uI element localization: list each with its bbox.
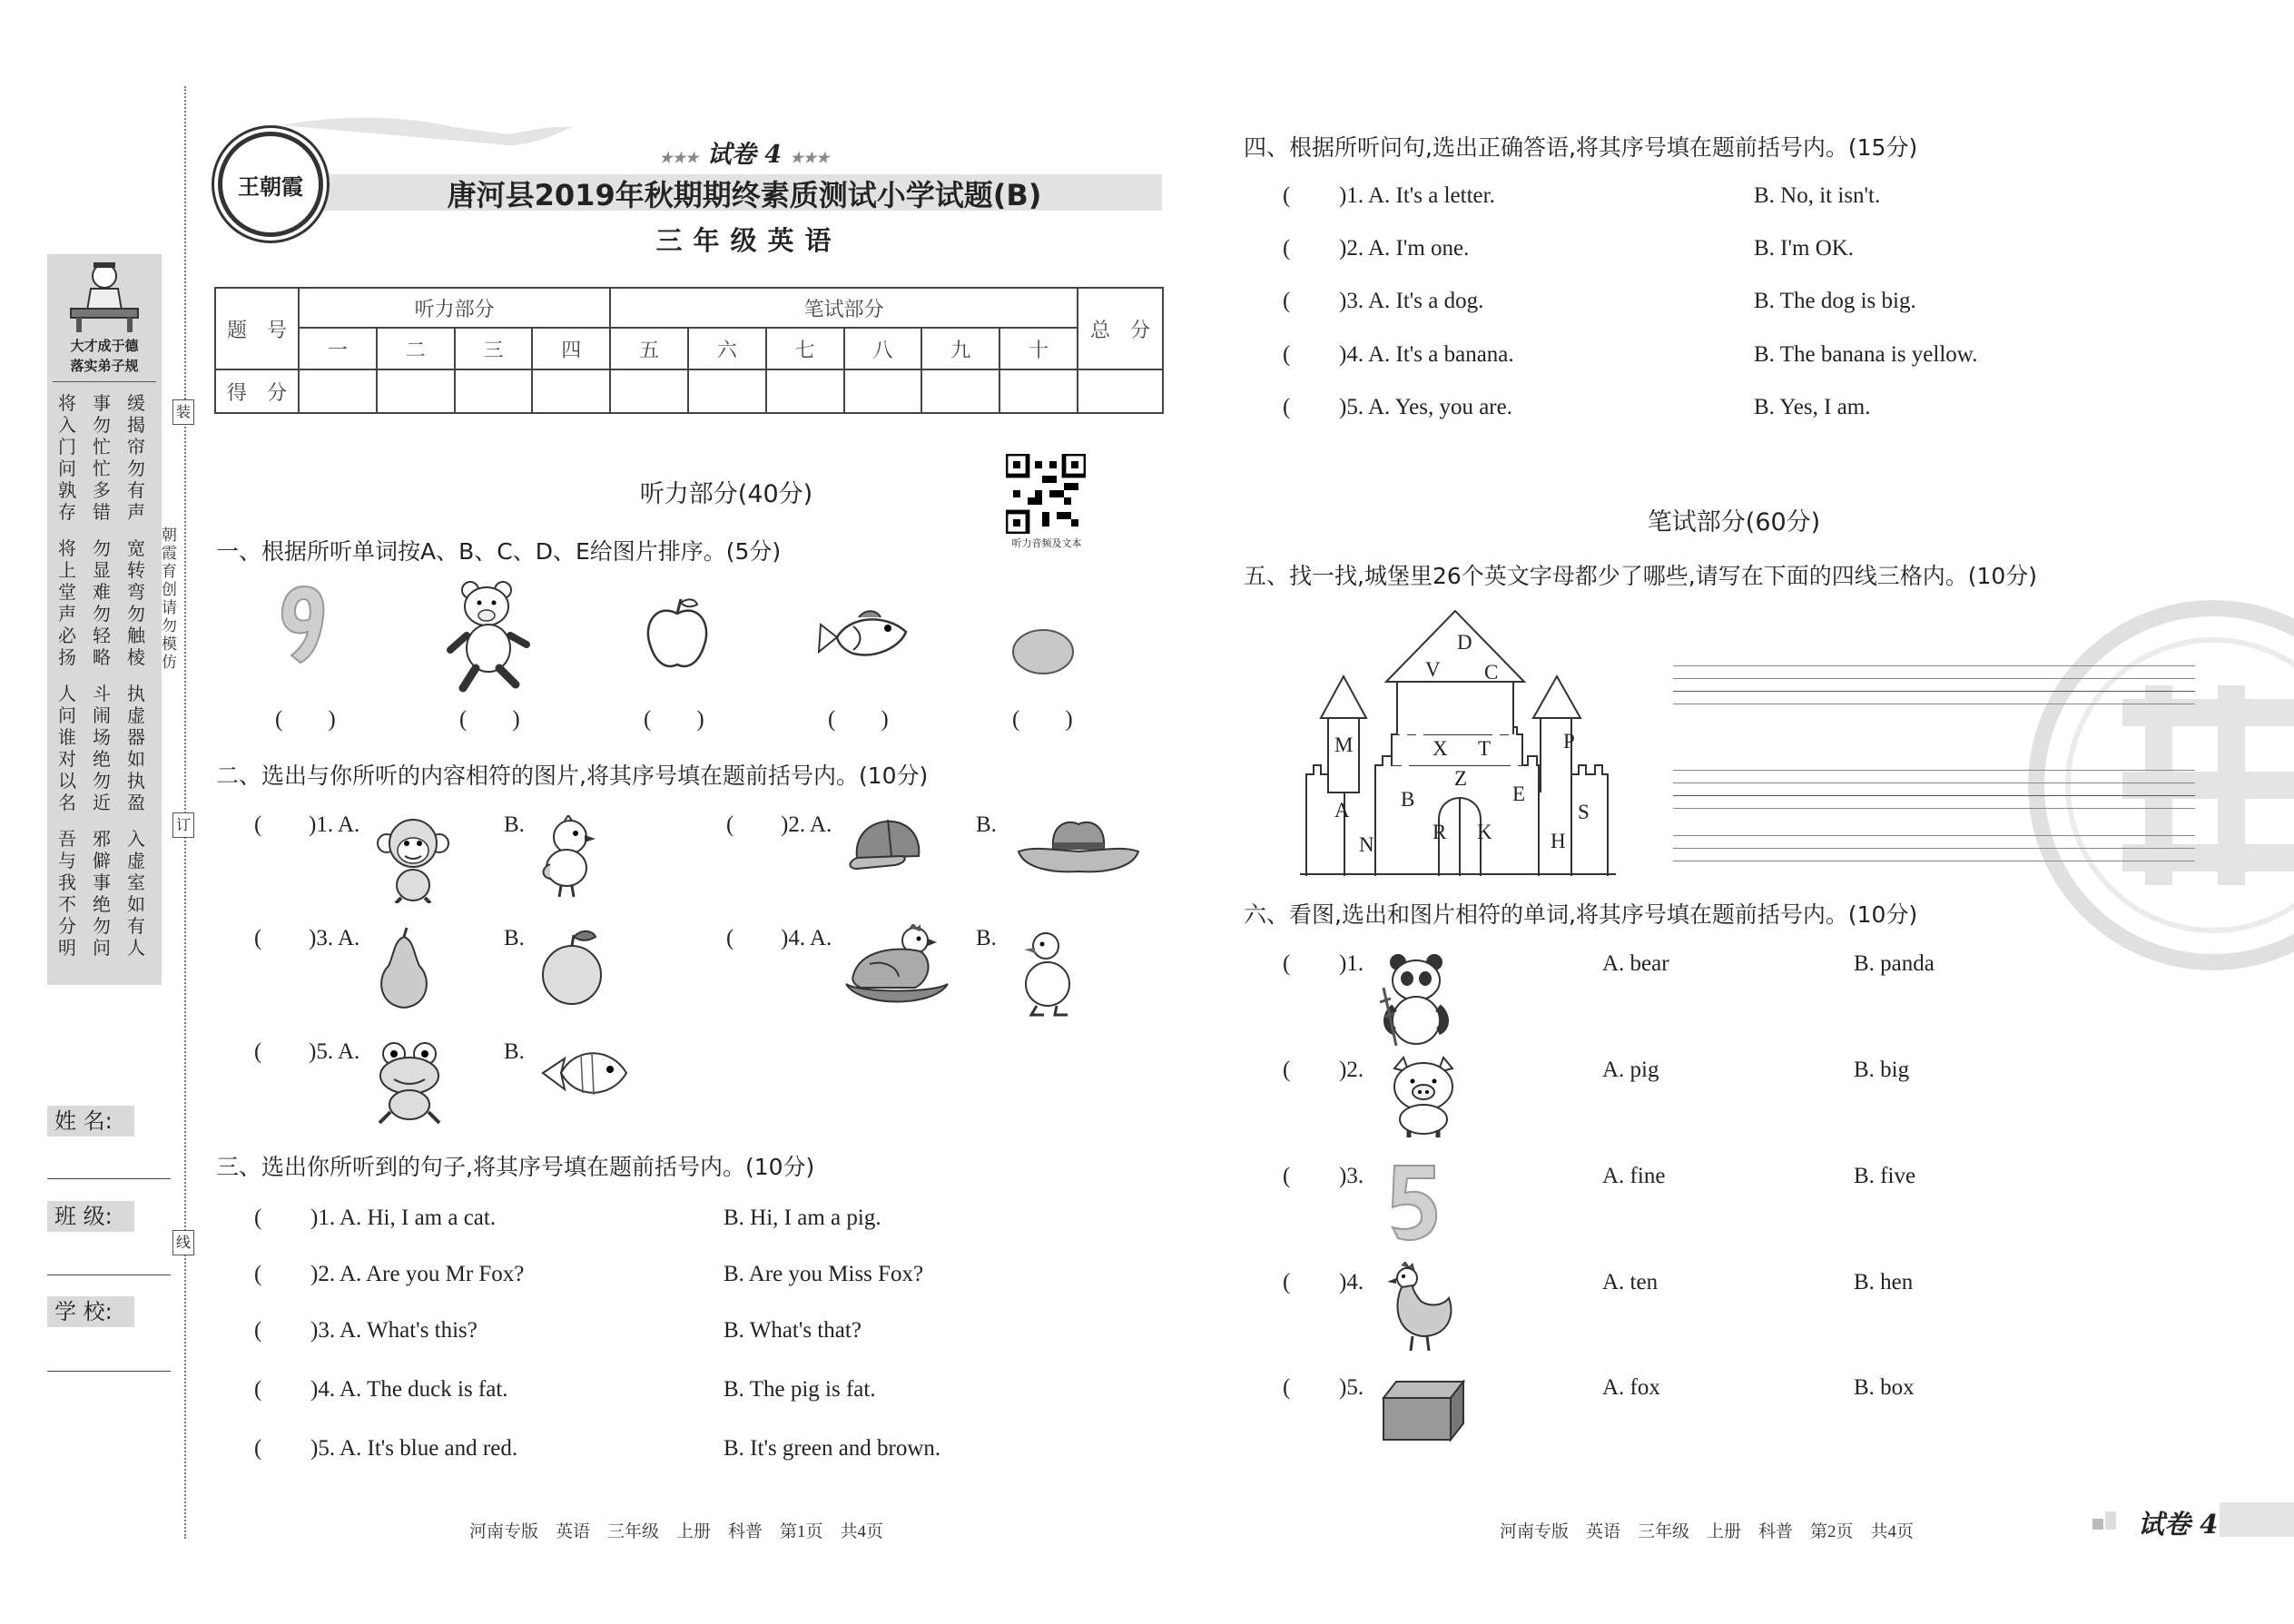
score-num: 六 [688,328,766,369]
brand-logo [218,132,323,237]
q6-item-5-b: B. box [1854,1375,1915,1400]
footer-badge [2092,1502,2294,1539]
score-cell[interactable] [999,369,1078,413]
q5-title: 五、找一找,城堡里26个英文字母都少了哪些,请写在下面的四线三格内。(10分) [1244,563,2038,589]
dizigui-column: 宽转弯勿触棱 [127,537,145,668]
q4-paren-1[interactable]: ( [1283,183,1291,208]
q3-item-2-a: )2. A. Are you Mr Fox? [310,1262,525,1286]
q4-item-2-a: )2. A. I'm one. [1339,236,1470,261]
q6-item-5-num: )5. [1339,1375,1364,1400]
q3-item-4-a: )4. A. The duck is fat. [310,1377,508,1402]
castle-letter: H [1551,830,1566,852]
score-num: 五 [610,328,688,369]
hen-on-nest-icon [842,924,951,1013]
q6-item-5-a: A. fox [1602,1375,1660,1400]
paper-label-text: 试卷 4 [706,141,783,169]
q6-item-4-b: B. hen [1854,1270,1914,1294]
dizigui-column: 斗闹场绝勿近 [93,683,111,813]
q6-item-4-num: )4. [1339,1270,1364,1294]
score-group-write: 笔试部分 [610,288,1078,328]
monkey-icon [374,812,452,903]
q4-paren-2[interactable]: ( [1283,236,1291,261]
q4-item-1-b: B. No, it isn't. [1754,183,1881,208]
orange-icon [539,928,605,1009]
castle-letter: K [1477,821,1492,843]
writing-guide-line [1673,678,2195,679]
q3-paren-4[interactable]: ( [254,1377,262,1402]
score-num: 三 [455,328,533,369]
castle-letter: Z [1454,767,1468,790]
number-five-icon [1385,1162,1442,1244]
paper-label: ★★★ 试卷 4 ★★★ [659,141,830,169]
name-field[interactable] [47,1178,171,1179]
q3-item-2-b: B. Are you Miss Fox? [724,1262,924,1286]
q4-item-3-a: )3. A. It's a dog. [1339,289,1484,313]
q3-title: 三、选出你所听到的句子,将其序号填在题前括号内。(10分) [216,1154,815,1180]
dizigui-text [54,392,156,973]
writing-guide-line [1673,665,2195,666]
q4-paren-3[interactable]: ( [1283,289,1291,313]
q2-item-3-num: )3. A. [309,926,360,950]
q2-paren-4[interactable]: ( [726,926,734,950]
writing-guide-line [1673,691,2195,692]
castle-letter: B [1401,788,1415,811]
dizigui-column: 入虚室如有人 [127,828,145,959]
fish-icon [813,606,913,670]
q6-item-1-num: )1. [1339,951,1364,976]
q6-paren-1[interactable]: ( [1283,951,1291,976]
cap-icon [844,812,935,878]
q3-item-1-b: B. Hi, I am a pig. [724,1206,881,1230]
q1-blank-3[interactable]: ( ) [644,707,704,732]
writing-heading: 笔试部分(60分) [1647,508,1821,536]
q2-paren-1[interactable]: ( [254,812,262,837]
score-num: 八 [844,328,922,369]
q2-item-4-num: )4. A. [781,926,832,950]
castle-letter: S [1578,801,1590,823]
fish-outline-icon [539,1042,630,1106]
score-num: 四 [532,328,610,369]
q2-item-2-b: B. [976,812,997,837]
q3-paren-3[interactable]: ( [254,1318,262,1343]
q3-item-3-a: )3. A. What's this? [310,1318,478,1343]
number-nine-icon [277,581,331,668]
q4-paren-4[interactable]: ( [1283,342,1291,367]
watermark-seal [2023,595,2294,976]
score-cell[interactable] [377,369,455,413]
dizigui-column: 事勿忙忙多错 [93,392,111,523]
score-cell[interactable] [921,369,999,413]
q2-paren-5[interactable]: ( [254,1039,262,1064]
qr-code-icon[interactable] [1006,454,1086,534]
dizigui-column: 缓揭帘勿有声 [127,392,145,523]
footer-badge-text: 试卷 4 [2138,1509,2219,1540]
dizigui-column: 执虚器如执盈 [127,683,145,813]
score-num: 十 [999,328,1078,369]
q6-paren-3[interactable]: ( [1283,1164,1291,1188]
scholar-icon [64,260,145,336]
castle-letter: T [1478,737,1492,760]
q3-item-1-a: )1. A. Hi, I am a cat. [310,1206,497,1230]
dizigui-column: 将上堂声必扬 [58,537,76,668]
q2-title: 二、选出与你所听的内容相符的图片,将其序号填在题前括号内。(10分) [216,763,929,789]
apple-icon [643,595,712,672]
bear-icon [447,577,534,694]
bird-icon [537,815,597,899]
frog-icon [374,1039,445,1127]
hat-icon [1015,815,1142,879]
q6-item-2-b: B. big [1854,1058,1910,1082]
seal-char-1: 装 [172,399,194,425]
dizigui-column: 邪僻事绝勿问 [93,828,111,959]
score-total: 总 分 [1078,288,1163,369]
q3-paren-2[interactable]: ( [254,1262,262,1286]
sidebar-motto-box [47,254,162,985]
listening-heading: 听力部分(40分) [639,480,813,508]
score-row-label-2: 得 分 [215,369,299,413]
q4-title: 四、根据所听问句,选出正确答语,将其序号填在题前括号内。(15分) [1244,134,1918,161]
q1-blank-1[interactable]: ( ) [275,707,336,732]
score-row-label-1: 题 号 [215,288,299,369]
q2-paren-3[interactable]: ( [254,926,262,950]
writing-guide-line [1673,795,2195,796]
q3-item-3-b: B. What's that? [724,1318,861,1343]
score-cell[interactable] [766,369,844,413]
q6-title: 六、看图,选出和图片相符的单词,将其序号填在题前括号内。(10分) [1244,901,1918,928]
castle-letter: A [1334,799,1350,822]
qr-caption: 听力音频及文本 [1011,537,1082,549]
castle-letter: N [1359,833,1374,856]
q6-item-1-b: B. panda [1854,951,1935,976]
q4-item-2-b: B. I'm OK. [1754,236,1855,261]
q6-paren-5[interactable]: ( [1283,1375,1291,1400]
q2-item-2-num: )2. A. [781,812,832,837]
q4-item-1-a: )1. A. It's a letter. [1339,183,1495,208]
writing-guide-line [1673,782,2195,783]
q3-paren-5[interactable]: ( [254,1436,262,1461]
castle-letter: E [1512,782,1526,805]
q6-item-3-a: A. fine [1602,1164,1666,1188]
q6-paren-2[interactable]: ( [1283,1058,1291,1082]
q3-item-5-a: )5. A. It's blue and red. [310,1436,518,1461]
writing-guide-line [1673,835,2195,836]
exam-title: 唐河县2019年秋期期终素质测试小学试题(B) [447,178,1042,212]
q2-item-3-b: B. [504,926,525,950]
q6-item-3-num: )3. [1339,1164,1364,1188]
castle-letter: C [1484,661,1499,684]
q4-item-3-b: B. The dog is big. [1754,289,1916,313]
pear-icon [374,928,434,1011]
footer-right: 河南专版 英语 三年级 上册 科普 第2页 共4页 [1500,1522,1915,1541]
score-cell[interactable] [688,369,766,413]
q6-paren-4[interactable]: ( [1283,1270,1291,1294]
name-label: 姓 名: [47,1106,134,1137]
dizigui-column: 勿显难勿轻略 [93,537,111,668]
egg-icon [1009,626,1077,677]
duck-icon [1017,928,1077,1019]
school-field[interactable] [47,1371,171,1372]
castle-letter: V [1425,658,1441,681]
hen-icon [1385,1262,1458,1354]
score-cell[interactable] [610,369,688,413]
castle-letter: D [1457,631,1472,654]
q4-item-5-a: )5. A. Yes, you are. [1339,395,1512,419]
q1-title: 一、根据所听单词按A、B、C、D、E给图片排序。(5分) [216,538,782,565]
q3-item-5-b: B. It's green and brown. [724,1436,941,1461]
seal-char-3: 线 [172,1230,194,1255]
school-label: 学 校: [47,1296,134,1327]
writing-guide-line [1673,770,2195,771]
q2-item-1-num: )1. A. [309,812,360,837]
dizigui-column: 人问谁对以名 [58,683,76,813]
score-num: 七 [766,328,844,369]
score-num: 九 [921,328,999,369]
dizigui-column: 吾与我不分明 [58,828,76,959]
motto-1: 大才成于德 [70,338,139,354]
brand-name: 王朝霞 [238,173,303,200]
q1-blank-2[interactable]: ( ) [459,707,520,732]
writing-guide-line [1673,848,2195,849]
castle-letter: X [1433,737,1448,760]
q2-item-5-b: B. [504,1039,525,1064]
castle-letter: P [1563,730,1575,753]
q2-item-5-num: )5. A. [309,1039,360,1064]
motto-2: 落实弟子规 [70,358,139,374]
score-cell[interactable] [1078,369,1163,413]
footer-left: 河南专版 英语 三年级 上册 科普 第1页 共4页 [469,1522,884,1541]
score-cell[interactable] [455,369,533,413]
q6-item-4-a: A. ten [1602,1270,1659,1294]
q4-paren-5[interactable]: ( [1283,395,1291,419]
q2-item-1-b: B. [504,812,525,837]
seal-char-2: 订 [172,812,194,838]
q6-item-1-a: A. bear [1602,951,1669,976]
writing-guide-line [1673,808,2195,809]
pig-icon [1382,1056,1465,1139]
q1-blank-4[interactable]: ( ) [828,707,889,732]
q3-item-4-b: B. The pig is fat. [724,1377,876,1402]
q2-paren-2[interactable]: ( [726,812,734,837]
castle-ground [1300,873,1616,875]
score-cell[interactable] [532,369,610,413]
q6-item-2-a: A. pig [1602,1058,1659,1082]
seal-line-text: 朝霞育创 请勿模仿 [162,527,177,672]
score-table [214,287,1164,414]
q6-item-2-num: )2. [1339,1058,1364,1082]
q2-item-4-b: B. [976,926,997,950]
panda-icon [1378,951,1454,1049]
score-num: 二 [377,328,455,369]
score-group-listen: 听力部分 [299,288,610,328]
q4-item-4-b: B. The banana is yellow. [1754,342,1978,367]
castle-letter: M [1334,733,1354,756]
castle-letter: R [1433,821,1447,843]
class-label: 班 级: [47,1201,134,1232]
dizigui-column: 将入门问孰存 [58,392,76,523]
exam-subtitle: 三年级英语 [655,225,842,256]
box-icon [1380,1378,1467,1443]
q1-blank-5[interactable]: ( ) [1012,707,1073,732]
q4-item-5-b: B. Yes, I am. [1754,395,1871,419]
score-cell[interactable] [844,369,922,413]
q4-item-4-a: )4. A. It's a banana. [1339,342,1514,367]
score-num: 一 [299,328,377,369]
score-cell[interactable] [299,369,377,413]
q6-item-3-b: B. five [1854,1164,1916,1188]
q3-paren-1[interactable]: ( [254,1206,262,1230]
